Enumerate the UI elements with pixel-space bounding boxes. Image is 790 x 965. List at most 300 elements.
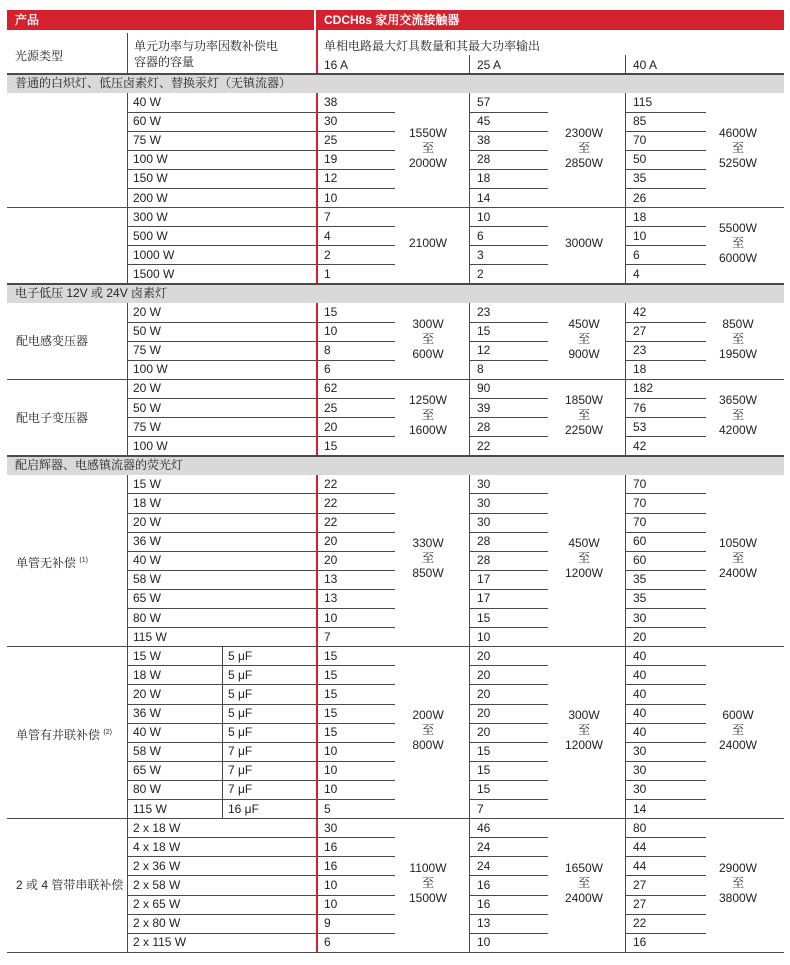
lamp-count-a16: 22 <box>324 476 338 491</box>
lamp-count-a16: 10 <box>324 324 338 339</box>
lamp-count-a40: 30 <box>633 763 647 778</box>
power-range <box>388 708 468 753</box>
lamp-count-a25: 10 <box>477 209 491 224</box>
power-range-line: 2250W <box>564 423 604 438</box>
power-range-line: 1200W <box>564 566 604 581</box>
power-cell: 58 W <box>133 744 162 759</box>
lamp-count-a40: 27 <box>633 877 647 892</box>
lamp-count-a40: 53 <box>633 419 647 434</box>
column-divider <box>625 93 626 208</box>
section-header: 普通的白炽灯、低压卤素灯、替换汞灯（无镇流器） <box>7 74 784 93</box>
lamp-count-a40: 44 <box>633 839 647 854</box>
capacitor-cell: 16 μF <box>228 801 259 816</box>
power-range-line: 至 <box>731 331 744 346</box>
power-cell: 58 W <box>133 572 162 587</box>
power-range-line: 800W <box>412 738 444 753</box>
column-divider <box>469 93 470 208</box>
power-cell: 18 W <box>133 667 162 682</box>
power-range-line: 200W <box>412 708 444 723</box>
power-cell: 20 W <box>133 381 162 396</box>
lamp-count-a25: 20 <box>477 648 491 663</box>
power-range-line: 至 <box>731 551 744 566</box>
lamp-count-a40: 30 <box>633 744 647 759</box>
lamp-count-a40: 70 <box>633 515 647 529</box>
column-divider <box>469 303 470 379</box>
column-divider <box>469 475 470 647</box>
power-cell: 2 x 18 W <box>133 820 181 835</box>
lamp-count-a16: 20 <box>324 553 338 568</box>
power-range-line: 600W <box>722 708 754 723</box>
lamp-count-a16: 8 <box>324 343 331 358</box>
group-border <box>7 207 784 208</box>
power-range-line: 300W <box>412 316 444 331</box>
power-range-line: 至 <box>421 140 434 155</box>
lamp-count-a25: 20 <box>477 725 491 740</box>
power-range-line: 1500W <box>408 890 448 905</box>
rating-25a: 25 A <box>477 58 502 72</box>
lamp-count-a40: 42 <box>633 438 647 453</box>
power-range <box>544 317 624 362</box>
power-range-line: 至 <box>577 723 590 738</box>
lamp-count-a16: 13 <box>324 572 338 587</box>
column-red-divider <box>316 647 318 819</box>
power-cell: 80 W <box>133 782 162 797</box>
lamp-count-a25: 7 <box>477 801 484 816</box>
lamp-count-a16: 12 <box>324 171 338 186</box>
power-range <box>698 317 778 362</box>
power-cell: 200 W <box>133 190 168 205</box>
group-label: 单管有并联补偿 $^{(2)}$ <box>16 727 112 742</box>
lamp-count-a25: 30 <box>477 476 491 491</box>
lamp-count-a16: 1 <box>324 266 331 281</box>
lamp-count-a25: 22 <box>477 438 491 453</box>
power-range <box>388 393 468 438</box>
power-range-line: 600W <box>412 346 444 361</box>
power-cell: 100 W <box>133 362 168 377</box>
power-cell: 500 W <box>133 228 168 243</box>
lamp-count-a40: 35 <box>633 171 647 186</box>
unit-capacity-line-1: 单元功率与功率因数补偿电 <box>134 39 279 53</box>
power-cell: 60 W <box>133 114 162 129</box>
lamp-count-a16: 6 <box>324 362 331 377</box>
lamp-count-a40: 16 <box>633 935 647 950</box>
group-label: 单管无补偿 $^{(1)}$ <box>16 555 88 570</box>
capacitor-cell: 7 μF <box>228 782 253 797</box>
lamp-count-a40: 40 <box>633 648 647 663</box>
power-range <box>698 861 778 906</box>
section-border <box>7 73 784 75</box>
power-range-line: 至 <box>577 331 590 346</box>
column-red-divider <box>316 208 318 284</box>
lamp-count-a40: 60 <box>633 534 647 549</box>
power-cell: 20 W <box>133 686 162 701</box>
lamp-count-a25: 10 <box>477 629 491 644</box>
column-divider <box>127 208 128 284</box>
lamp-count-a25: 15 <box>477 782 491 797</box>
lamp-count-a25: 16 <box>477 877 491 892</box>
power-range-line: 至 <box>421 723 434 738</box>
lamp-count-a16: 7 <box>324 209 331 224</box>
power-range-line: 至 <box>421 551 434 566</box>
power-range-line: 5250W <box>718 155 758 170</box>
group-label: 配电感变压器 <box>16 334 89 349</box>
power-cell: 40 W <box>133 95 162 109</box>
product-header-label: 产品 <box>15 13 40 27</box>
lamp-count-a25: 16 <box>477 897 491 911</box>
lamp-count-a40: 40 <box>633 706 647 720</box>
power-cell: 20 W <box>133 515 162 529</box>
lamp-count-a25: 2 <box>477 266 484 281</box>
power-cell: 50 W <box>133 324 162 339</box>
lamp-count-a16: 16 <box>324 858 338 873</box>
footnote-marker: (1) <box>79 556 88 564</box>
lamp-count-a25: 13 <box>477 916 491 931</box>
lamp-count-a25: 24 <box>477 858 491 873</box>
power-range-line: 1600W <box>408 423 448 438</box>
lamp-count-a16: 15 <box>324 648 338 663</box>
power-range-line: 至 <box>731 408 744 423</box>
lamp-count-a16: 7 <box>324 629 331 644</box>
power-cell: 65 W <box>133 763 162 778</box>
column-divider <box>625 475 626 647</box>
power-range <box>698 708 778 753</box>
power-range-line: 300W <box>568 708 600 723</box>
power-range-line: 1550W <box>408 125 448 140</box>
column-divider <box>127 93 128 208</box>
lamp-count-a16: 22 <box>324 495 338 510</box>
lamp-count-a40: 85 <box>633 114 647 129</box>
power-range-line: 1650W <box>564 860 604 875</box>
power-range <box>698 536 778 581</box>
lamp-count-a40: 18 <box>633 209 647 224</box>
power-range-line: 4200W <box>718 423 758 438</box>
lamp-count-a16: 2 <box>324 247 331 262</box>
lamp-count-a25: 8 <box>477 362 484 377</box>
power-cell: 1500 W <box>133 266 175 281</box>
lamp-count-a16: 15 <box>324 438 338 453</box>
lamp-count-a40: 40 <box>633 686 647 701</box>
lamp-count-a25: 57 <box>477 95 491 109</box>
lamp-count-a40: 18 <box>633 362 647 377</box>
lamp-count-a25: 28 <box>477 534 491 549</box>
footnote-marker: (2) <box>103 728 112 736</box>
power-cell: 100 W <box>133 438 168 453</box>
rating-40a: 40 A <box>633 58 658 72</box>
max-lamps-subtitle: 单相电路最大灯具数量和其最大功率输出 <box>324 39 541 53</box>
unit-capacity-line-2: 容器的容量 <box>134 55 195 69</box>
lamp-count-a16: 10 <box>324 190 338 205</box>
power-range-line: 至 <box>731 140 744 155</box>
power-range-line: 1950W <box>718 346 758 361</box>
power-range <box>698 393 778 438</box>
lamp-count-a16: 6 <box>324 935 331 950</box>
power-range <box>698 221 778 266</box>
power-cell: 75 W <box>133 343 162 358</box>
power-range <box>388 536 468 581</box>
power-range-line: 5500W <box>718 221 758 236</box>
lamp-count-a40: 35 <box>633 591 647 606</box>
power-cell: 115 W <box>133 801 167 816</box>
column-divider <box>469 208 470 284</box>
lamp-count-a25: 15 <box>477 763 491 778</box>
lamp-count-a25: 12 <box>477 343 491 358</box>
rating-16a: 16 A <box>324 58 349 72</box>
lamp-count-a25: 24 <box>477 839 491 854</box>
power-cell: 75 W <box>133 133 162 148</box>
lamp-count-a40: 50 <box>633 152 647 167</box>
column-divider <box>469 379 470 455</box>
power-range-line: 至 <box>731 875 744 890</box>
lamp-count-a16: 4 <box>324 228 331 243</box>
lamp-count-a25: 90 <box>477 381 491 396</box>
capacitor-cell: 7 μF <box>228 744 253 759</box>
capacitor-cell: 7 μF <box>228 763 253 778</box>
lamp-count-a25: 28 <box>477 553 491 568</box>
lamp-count-a25: 45 <box>477 114 491 129</box>
lamp-count-a25: 30 <box>477 515 491 529</box>
lamp-count-a40: 26 <box>633 190 647 205</box>
lamp-count-a40: 60 <box>633 553 647 568</box>
contactor-header-label: CDCH8s 家用交流接触器 <box>324 13 460 27</box>
lamp-count-a16: 10 <box>324 782 338 797</box>
power-range-line: 至 <box>577 408 590 423</box>
power-range <box>544 708 624 753</box>
lamp-count-a16: 9 <box>324 916 331 931</box>
power-cell: 15 W <box>133 648 162 663</box>
column-red-divider <box>316 475 318 647</box>
power-range <box>544 536 624 581</box>
lamp-count-a40: 70 <box>633 476 647 491</box>
lamp-count-a40: 20 <box>633 629 647 644</box>
group-label: 2 或 4 管带串联补偿 <box>16 878 124 893</box>
power-range-line: 至 <box>421 331 434 346</box>
lamp-count-a16: 25 <box>324 133 338 148</box>
power-range-line: 2300W <box>564 125 604 140</box>
power-cell: 36 W <box>133 706 162 720</box>
power-range-line: 至 <box>577 875 590 890</box>
lamp-count-a40: 14 <box>633 801 647 816</box>
power-range-line: 1200W <box>564 738 604 753</box>
power-cell: 100 W <box>133 152 168 167</box>
lamp-count-a16: 20 <box>324 534 338 549</box>
power-range-line: 1250W <box>408 393 448 408</box>
power-range-line: 1100W <box>409 860 447 875</box>
lamp-count-a16: 5 <box>324 801 331 816</box>
lamp-count-a16: 15 <box>324 305 338 319</box>
lamp-count-a40: 4 <box>633 266 640 281</box>
lamp-count-a16: 19 <box>324 152 338 167</box>
column-divider <box>625 819 626 953</box>
header-red-divider <box>316 30 318 74</box>
lamp-count-a25: 15 <box>477 610 491 625</box>
power-range-line: 至 <box>731 236 744 251</box>
power-range-line: 450W <box>568 536 600 551</box>
power-cell: 2 x 115 W <box>133 935 187 950</box>
lamp-count-a16: 10 <box>324 897 338 911</box>
lamp-count-a40: 22 <box>633 916 647 931</box>
lamp-count-a25: 10 <box>477 935 491 950</box>
capacitor-cell: 5 μF <box>228 667 253 682</box>
power-cell: 2 x 80 W <box>133 916 181 931</box>
column-divider <box>625 379 626 455</box>
power-cell: 2 x 65 W <box>133 897 181 911</box>
power-range-line: 6000W <box>718 251 758 266</box>
lamp-count-a16: 30 <box>324 820 338 835</box>
power-range-line: 3000W <box>564 236 604 251</box>
capacitor-cell: 5 μF <box>228 706 253 720</box>
power-range <box>544 236 624 251</box>
lamp-count-a25: 15 <box>477 324 491 339</box>
group-border <box>7 818 784 819</box>
power-range-line: 2000W <box>408 155 448 170</box>
power-cell: 75 W <box>133 419 162 434</box>
power-range <box>544 126 624 171</box>
lamp-count-a16: 10 <box>324 877 338 892</box>
power-cell: 18 W <box>133 495 162 510</box>
power-range-line: 850W <box>412 566 444 581</box>
power-range-line: 2100W <box>408 236 448 251</box>
group-border <box>7 646 784 647</box>
column-divider <box>127 303 128 379</box>
power-range-line: 2900W <box>718 860 758 875</box>
lamp-count-a40: 27 <box>633 897 647 911</box>
section-border <box>7 283 784 285</box>
lamp-count-a25: 17 <box>477 572 491 587</box>
lamp-count-a40: 27 <box>633 324 647 339</box>
power-range <box>388 236 468 251</box>
power-cell: 80 W <box>133 610 162 625</box>
column-divider <box>469 819 470 953</box>
column-divider <box>625 647 626 819</box>
column-divider <box>127 379 128 455</box>
lamp-count-a40: 35 <box>633 572 647 587</box>
lamp-count-a40: 10 <box>633 228 647 243</box>
lamp-count-a16: 10 <box>324 610 338 625</box>
section-header: 配启辉器、电感镇流器的荧光灯 <box>7 456 784 475</box>
column-red-divider <box>316 379 318 455</box>
lamp-count-a40: 115 <box>633 95 653 109</box>
power-cell: 65 W <box>133 591 162 606</box>
power-range-line: 至 <box>577 140 590 155</box>
lamp-count-a40: 44 <box>633 858 647 873</box>
column-divider <box>127 819 128 953</box>
power-range-line: 至 <box>421 875 434 890</box>
power-range <box>388 317 468 362</box>
lamp-count-a25: 20 <box>477 706 491 720</box>
power-range-line: 2850W <box>564 155 604 170</box>
capacitor-cell: 5 μF <box>228 686 253 701</box>
lamp-count-a16: 22 <box>324 515 338 529</box>
column-divider <box>625 303 626 379</box>
lamp-count-a25: 3 <box>477 247 484 262</box>
power-range-line: 2400W <box>718 738 758 753</box>
lamp-count-a40: 70 <box>633 133 647 148</box>
power-range-line: 至 <box>577 551 590 566</box>
contactor-header <box>316 10 784 30</box>
column-red-divider <box>316 93 318 208</box>
lamp-count-a25: 20 <box>477 686 491 701</box>
group-border <box>7 379 784 380</box>
power-range <box>388 126 468 171</box>
group-border <box>7 952 784 953</box>
power-cell: 300 W <box>133 209 168 224</box>
lamp-count-a40: 30 <box>633 610 647 625</box>
unit-capacity-header <box>134 38 278 70</box>
power-range-line: 3650W <box>718 393 758 408</box>
lamp-count-a16: 15 <box>324 667 338 682</box>
header-divider <box>469 55 470 74</box>
power-range <box>544 861 624 906</box>
lamp-count-a40: 6 <box>633 247 640 262</box>
capacitor-cell: 5 μF <box>228 725 253 740</box>
power-cell: 2 x 58 W <box>133 877 181 892</box>
power-range-line: 至 <box>421 408 434 423</box>
lamp-count-a16: 30 <box>324 114 338 129</box>
lamp-count-a25: 23 <box>477 305 491 319</box>
light-type-header: 光源类型 <box>15 49 64 63</box>
power-range-line: 至 <box>731 723 744 738</box>
power-cell: 1000 W <box>133 247 175 262</box>
column-divider <box>127 475 128 647</box>
power-range-line: 2400W <box>718 566 758 581</box>
lamp-count-a25: 30 <box>477 495 491 510</box>
header-divider <box>625 55 626 74</box>
lamp-count-a25: 18 <box>477 171 491 186</box>
power-range-line: 2400W <box>564 890 604 905</box>
lamp-count-a40: 30 <box>633 782 647 797</box>
product-header <box>7 10 314 30</box>
lamp-count-a16: 15 <box>324 725 338 740</box>
capacitor-cell: 5 μF <box>228 648 253 663</box>
lamp-count-a25: 15 <box>477 744 491 759</box>
lamp-count-a40: 80 <box>633 820 647 835</box>
column-divider <box>127 647 128 819</box>
lamp-count-a16: 15 <box>324 706 338 720</box>
section-header: 电子低压 12V 或 24V 卤素灯 <box>7 284 784 303</box>
power-cell: 2 x 36 W <box>133 858 181 873</box>
lamp-count-a40: 40 <box>633 667 647 682</box>
group-label: 配电子变压器 <box>16 410 89 425</box>
lamp-count-a16: 25 <box>324 400 338 415</box>
lamp-count-a40: 70 <box>633 495 647 510</box>
column-divider <box>625 208 626 284</box>
header-divider <box>127 33 128 74</box>
lamp-count-a25: 17 <box>477 591 491 606</box>
lamp-count-a25: 28 <box>477 419 491 434</box>
power-range-line: 330W <box>412 536 444 551</box>
lamp-count-a16: 15 <box>324 686 338 701</box>
power-cell: 15 W <box>133 476 162 491</box>
lamp-count-a16: 16 <box>324 839 338 854</box>
power-range <box>698 126 778 171</box>
power-range-line: 3800W <box>718 890 758 905</box>
power-cell: 36 W <box>133 534 162 549</box>
lamp-count-a16: 38 <box>324 95 338 109</box>
lamp-count-a16: 10 <box>324 744 338 759</box>
power-range-line: 4600W <box>718 125 758 140</box>
column-red-divider <box>316 819 318 953</box>
power-range-line: 1850W <box>564 393 604 408</box>
lamp-count-a25: 14 <box>477 190 491 205</box>
power-cell: 50 W <box>133 400 162 415</box>
column-red-divider <box>316 303 318 379</box>
column-divider <box>222 647 223 819</box>
power-cell: 20 W <box>133 305 162 319</box>
power-range-line: 1050W <box>718 536 758 551</box>
lamp-count-a40: 182 <box>633 381 654 396</box>
lamp-count-a16: 13 <box>324 591 338 606</box>
lamp-count-a16: 62 <box>324 381 338 396</box>
